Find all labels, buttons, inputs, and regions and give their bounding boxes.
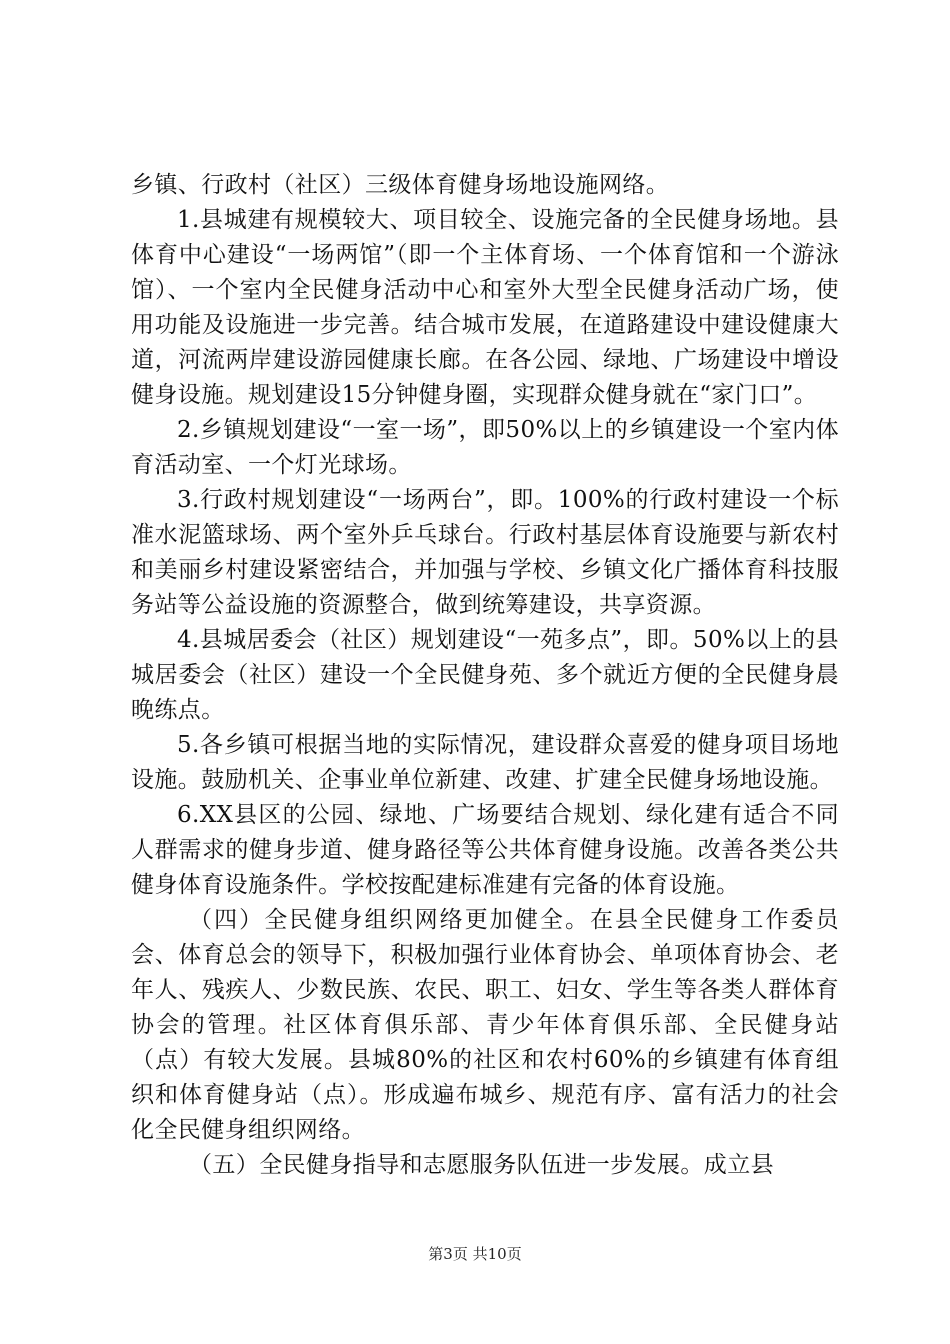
- paragraph-item-1: 1.县城建有规模较大、项目较全、设施完备的全民健身场地。县体育中心建设“一场两馆”（即一个主体育场、一个体育馆和一个游泳馆）、一个室内全民健身活动中心和室外大型全民健身活动广场，使用功能及设施进一步完善。结合城市发展，在道路建设中建设健康大道，河流两岸建设游园健康长廊。在各公园、绿地、广场建设中增设健身设施。规划建设15分钟健身圈，实现群众健身就在“家门口”。: [131, 207, 839, 408]
- paragraph-item-6: 6.XX县区的公园、绿地、广场要结合规划、绿化建有适合不同人群需求的健身步道、健身路径等公共体育健身设施。改善各类公共健身体育设施条件。学校按配建标准建有完备的体育设施。: [131, 802, 839, 898]
- paragraph-section-4: （四）全民健身组织网络更加健全。在县全民健身工作委员会、体育总会的领导下，积极加强行业体育协会、单项体育协会、老年人、残疾人、少数民族、农民、职工、妇女、学生等各类人群体育协会的管理。社区体育俱乐部、青少年体育俱乐部、全民健身站（点）有较大发展。县城80%的社区和农村60%的乡镇建有体育组织和体育健身站（点）。形成遍布城乡、规范有序、富有活力的社会化全民健身组织网络。: [131, 907, 839, 1143]
- paragraph-item-5: 5.各乡镇可根据当地的实际情况，建设群众喜爱的健身项目场地设施。鼓励机关、企事业单位新建、改建、扩建全民健身场地设施。: [131, 732, 839, 793]
- paragraph-item-2: 2.乡镇规划建设“一室一场”，即50%以上的乡镇建设一个室内体育活动室、一个灯光球场。: [131, 417, 839, 478]
- document-body: [131, 168, 839, 1183]
- paragraph-section-5: （五）全民健身指导和志愿服务队伍进一步发展。成立县: [189, 1152, 774, 1178]
- paragraph-item-3: 3.行政村规划建设“一场两台”，即。100%的行政村建设一个标准水泥篮球场、两个室外乒乓球台。行政村基层体育设施要与新农村和美丽乡村建设紧密结合，并加强与学校、乡镇文化广播体育科技服务站等公益设施的资源整合，做到统筹建设，共享资源。: [131, 487, 839, 618]
- paragraph-continuation: 乡镇、行政村（社区）三级体育健身场地设施网络。: [131, 172, 670, 198]
- page-number-footer: 第3页 共10页: [428, 1245, 522, 1263]
- paragraph-item-4: 4.县城居委会（社区）规划建设“一苑多点”，即。50%以上的县城居委会（社区）建设一个全民健身苑、多个就近方便的全民健身晨晚练点。: [131, 627, 839, 723]
